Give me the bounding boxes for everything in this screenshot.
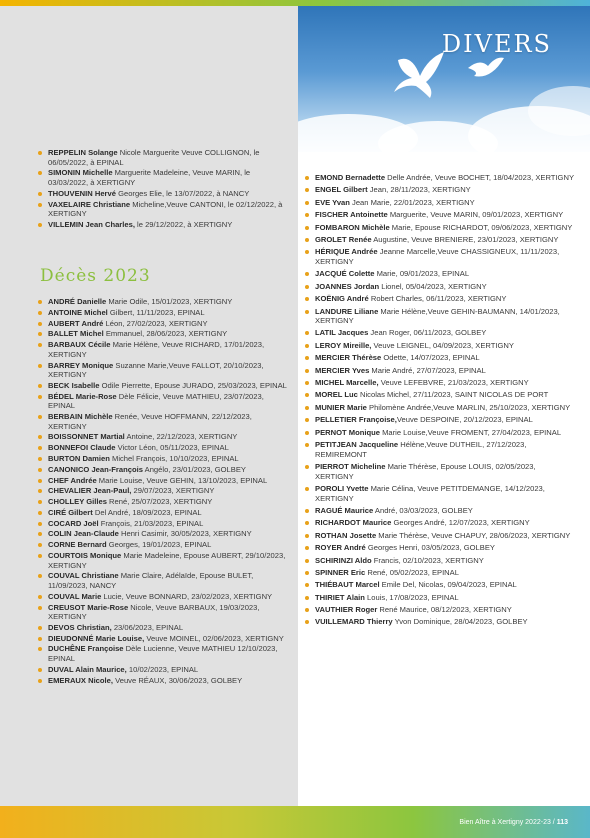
person-details: Marie Louise, Veuve GEHIN, 13/10/2023, EPINAL (96, 475, 268, 485)
list-item (305, 269, 575, 279)
person-details: Micheline,Veuve CANTONI, le 02/12/2022, à XERTIGNY (48, 199, 283, 219)
list-item (305, 580, 575, 590)
person-details: Robert Charles, 06/11/2023, XERTIGNY (368, 294, 507, 304)
person-name: EMOND Bernadette (315, 173, 386, 182)
list-item (38, 392, 288, 411)
person-name: MOREL Luc (315, 390, 358, 400)
person-details: François, 21/03/2023, EPINAL (98, 518, 204, 528)
list-item (38, 454, 288, 464)
person-name: PIERROT Micheline (315, 461, 386, 471)
list-item (38, 465, 288, 475)
person-name: VUILLEMARD Thierry (315, 617, 393, 627)
dove-icon (466, 54, 506, 82)
person-name: BARBAUX Cécile (48, 340, 111, 350)
list-item (305, 543, 575, 553)
person-name: MERCIER Yves (315, 365, 370, 375)
person-details: Georges André, 12/07/2023, XERTIGNY (391, 518, 530, 528)
person-details: René, 25/07/2023, XERTIGNY (106, 497, 213, 507)
person-details: Veuve MOINEL, 02/06/2023, XERTIGNY (144, 633, 284, 643)
person-details: Georges, 19/01/2023, EPINAL (106, 540, 212, 550)
person-details: Odile Pierrette, Epouse JURADO, 25/03/2023, EPINAL (99, 380, 287, 390)
person-details: Francis, 02/10/2023, XERTIGNY (371, 555, 484, 565)
person-name: PETITJEAN Jacqueline (315, 440, 399, 449)
page-title: DIVERS (441, 30, 552, 58)
list-item (305, 568, 575, 578)
list-item (305, 247, 575, 266)
person-details: Emile Del, Nicolas, 09/04/2023, EPINAL (379, 580, 517, 590)
list-item (305, 531, 575, 541)
list-item (38, 551, 288, 570)
footer-publication: Bien Aître à Xertigny 2022-23 / (459, 819, 555, 826)
person-name: LANDURE Liliane (315, 306, 379, 316)
list-item (38, 592, 288, 602)
person-name: JOANNES Jordan (315, 281, 380, 291)
person-name: ANDRÉ Danielle (48, 297, 107, 306)
person-name: LEROY Mireille, (315, 340, 372, 350)
person-details: Marie Thérèse, Epouse LOUIS, 02/05/2023, XERTIGNY (315, 461, 536, 481)
person-name: RICHARDOT Maurice (315, 518, 392, 528)
person-name: COUVAL Christiane (48, 571, 119, 581)
person-name: ROYER André (315, 543, 366, 553)
person-details: Antoine, 22/12/2023, XERTIGNY (124, 432, 238, 442)
list-item (305, 593, 575, 603)
person-name: POROLI Yvette (315, 483, 369, 493)
person-name: CIRÉ Gilbert (48, 507, 93, 517)
person-details: Angélo, 23/01/2023, GOLBEY (142, 464, 246, 474)
person-details: Suzanne Marie,Veuve FALLOT, 20/10/2023, XERTIGNY (48, 360, 264, 380)
person-details: Marie Louise,Veuve FROMENT, 27/04/2023, EPINAL (379, 427, 562, 437)
person-details: Marie Hélène,Veuve GEHIN-BAUMANN, 14/01/2023, XERTIGNY (315, 306, 560, 326)
list-item (38, 519, 288, 529)
list-item (38, 381, 288, 391)
person-name: ROTHAN Josette (315, 530, 377, 540)
list-item (38, 340, 288, 359)
list-item (305, 415, 575, 425)
person-details: 23/06/2023, EPINAL (111, 622, 184, 632)
person-name: SIMONIN Michelle (48, 168, 113, 178)
person-name: MERCIER Thérèse (315, 353, 382, 363)
list-item (38, 168, 288, 187)
person-name: THIÉBAUT Marcel (315, 580, 380, 590)
person-details: Marie, Epouse RICHARDOT, 09/06/2023, XERTIGNY (389, 222, 573, 232)
person-details: Augustine, Veuve BRENIERE, 23/01/2023, XERTIGNY (371, 234, 559, 244)
person-details: Lionel, 05/04/2023, XERTIGNY (379, 281, 487, 291)
person-name: BARREY Monique (48, 360, 114, 370)
person-name: CANONICO Jean-François (48, 464, 143, 474)
header-sky-image (298, 6, 590, 152)
list-item (38, 297, 288, 307)
person-details: André, 03/03/2023, GOLBEY (373, 505, 473, 515)
list-item (38, 497, 288, 507)
person-name: AUBERT André (48, 318, 104, 328)
person-details: Lucie, Veuve BONNARD, 23/02/2023, XERTIGNY (101, 591, 273, 601)
person-name: THIRIET Alain (315, 592, 365, 602)
person-name: DUVAL Alain Maurice, (48, 664, 127, 674)
list-item (38, 486, 288, 496)
list-item (305, 223, 575, 233)
person-details: Marie Madeleine, Epouse AUBERT, 29/10/2023, XERTIGNY (48, 551, 286, 570)
person-details: Jean, 28/11/2023, XERTIGNY (367, 185, 471, 195)
person-details: Marie Claire, Adélaïde, Epouse BULET, 11/09/2023, NANCY (48, 571, 254, 590)
person-details: Michel François, 10/10/2023, EPINAL (109, 453, 239, 463)
person-name: BOISSONNET Martial (48, 432, 125, 442)
person-details: Yvon Dominique, 28/04/2023, GOLBEY (392, 617, 528, 627)
list-item (305, 235, 575, 245)
person-name: BERBAIN Michèle (48, 412, 113, 422)
person-name: COUVAL Marie (48, 591, 102, 601)
person-name: MICHEL Marcelle, (315, 378, 379, 388)
person-details: Marguerite, Veuve MARIN, 09/01/2023, XERTIGNY (387, 210, 564, 220)
person-details: Dèle Lucienne, Veuve MATHIEU 12/10/2023, EPINAL (48, 644, 278, 664)
list-item (305, 428, 575, 438)
list-item (38, 540, 288, 550)
list-item (38, 603, 288, 622)
person-name: THOUVENIN Hervé (48, 188, 116, 198)
section-title: Décès 2023 (40, 266, 151, 286)
list-item (305, 378, 575, 388)
person-name: BALLET Michel (48, 329, 104, 339)
list-item (305, 617, 575, 627)
person-name: CHEVALIER Jean-Paul, (48, 486, 132, 496)
person-details: Jean Marie, 22/01/2023, XERTIGNY (349, 197, 475, 207)
list-item (305, 440, 575, 459)
list-item (305, 366, 575, 376)
person-details: Georges Elie, le 13/07/2022, à NANCY (115, 188, 250, 198)
person-details: Victor Léon, 05/11/2023, EPINAL (115, 443, 229, 453)
person-name: DIEUDONNÉ Marie Louise, (48, 633, 145, 643)
list-item (38, 443, 288, 453)
list-item (38, 665, 288, 675)
list-item (38, 476, 288, 486)
list-item (305, 484, 575, 503)
person-name: ENGEL Gilbert (315, 185, 368, 195)
person-details: Emmanuel, 28/06/2023, XERTIGNY (103, 329, 228, 339)
person-details: Jean Roger, 06/11/2023, GOLBEY (368, 328, 487, 338)
person-details: 10/02/2023, EPINAL (126, 664, 199, 674)
person-name: BÉDEL Marie-Rose (48, 391, 117, 401)
list-item (305, 307, 575, 326)
deaths-2023-list-left (38, 297, 288, 686)
list-item (305, 210, 575, 220)
list-item (305, 605, 575, 615)
list-item (305, 185, 575, 195)
person-name: COURTOIS Monique (48, 551, 122, 560)
person-name: BONNEFOI Claude (48, 443, 116, 453)
list-item (38, 571, 288, 590)
person-name: JACQUÉ Colette (315, 269, 375, 279)
person-name: COCARD Joël (48, 518, 99, 528)
person-name: CHOLLEY Gilles (48, 497, 107, 507)
person-name: PELLETIER Françoise, (315, 415, 397, 425)
list-item (305, 556, 575, 566)
person-details: Jeanne Marcelle,Veuve CHASSIGNEUX, 11/11/2023, XERTIGNY (315, 247, 560, 266)
person-details: Hélène,Veuve DUTHEIL, 27/12/2023, REMIREMONT (315, 440, 527, 459)
person-name: SPINNER Eric (315, 567, 366, 577)
person-name: COLIN Jean-Claude (48, 529, 119, 539)
person-name: CREUSOT Marie-Rose (48, 602, 129, 612)
person-details: Henri Casimir, 30/05/2023, XERTIGNY (118, 529, 252, 539)
person-details: Dèle Félicie, Veuve MATHIEU, 23/07/2023, EPINAL (48, 391, 264, 411)
list-item (38, 319, 288, 329)
person-name: EVE Yvan (315, 197, 350, 207)
list-item (305, 328, 575, 338)
person-name: ANTOINE Michel (48, 307, 108, 317)
person-details: Marie André, 27/07/2023, EPINAL (369, 365, 486, 375)
person-name: BURTON Damien (48, 453, 110, 463)
person-name: REPPELIN Solange (48, 148, 118, 157)
person-details: Del André, 18/09/2023, EPINAL (92, 507, 202, 517)
person-name: SCHIRINZI Aldo (315, 555, 372, 565)
person-name: VAUTHIER Roger (315, 605, 378, 615)
person-details: Renée, Veuve HOFFMANN, 22/12/2023, XERTIGNY (48, 412, 252, 431)
person-details: Marie Célina, Veuve PETITDEMANGE, 14/12/2023, XERTIGNY (315, 483, 545, 503)
person-name: CORNE Bernard (48, 540, 107, 550)
list-item (305, 506, 575, 516)
list-item (305, 462, 575, 481)
person-details: René Maurice, 08/12/2023, XERTIGNY (377, 605, 512, 615)
person-name: PERNOT Monique (315, 427, 380, 437)
list-item (305, 403, 575, 413)
person-name: DEVOS Christian, (48, 622, 112, 632)
person-details: Nicolas Michel, 27/11/2023, SAINT NICOLAS DE PORT (357, 390, 549, 400)
list-item (38, 644, 288, 663)
person-details: Léon, 27/02/2023, XERTIGNY (103, 318, 208, 328)
page-footer (459, 819, 568, 826)
list-item (38, 508, 288, 518)
list-item (38, 432, 288, 442)
person-name: LATIL Jacques (315, 328, 369, 338)
person-details: Philomène Andrée,Veuve MARLIN, 25/10/2023, XERTIGNY (366, 402, 571, 412)
person-details: Marguerite Madeleine, Veuve MARIN, le 03/03/2022, à XERTIGNY (48, 168, 251, 187)
person-name: DUCHÊNE Françoise (48, 644, 124, 654)
person-name: FISCHER Antoinette (315, 210, 388, 220)
person-name: RAGUÉ Maurice (315, 505, 374, 515)
person-details: Marie Thérèse, Veuve CHAPUY, 28/06/2023, XERTIGNY (376, 530, 571, 540)
person-name: CHEF Andrée (48, 475, 97, 485)
person-details: Veuve LEIGNEL, 04/09/2023, XERTIGNY (371, 340, 514, 350)
person-name: FOMBARON Michèle (315, 222, 390, 232)
person-details: Nicole, Veuve BARBAUX, 19/03/2023, XERTIGNY (48, 602, 260, 622)
person-details: Delle Andrée, Veuve BOCHET, 18/04/2023, XERTIGNY (385, 173, 575, 182)
list-item (38, 623, 288, 633)
page-number: 113 (556, 819, 568, 826)
list-item (38, 361, 288, 380)
list-item (38, 200, 288, 219)
deaths-2023-list-right (305, 173, 575, 630)
list-item (38, 148, 288, 167)
person-details: Veuve LEFEBVRE, 21/03/2023, XERTIGNY (378, 378, 529, 388)
list-item (38, 634, 288, 644)
person-name: KOËNIG André (315, 294, 369, 304)
list-item (38, 308, 288, 318)
person-name: VILLEMIN Jean Charles, (48, 219, 135, 229)
deaths-2022-list (38, 148, 288, 231)
person-details: 29/07/2023, XERTIGNY (131, 486, 215, 496)
person-details: Gilbert, 11/11/2023, EPINAL (107, 307, 205, 317)
list-item (38, 529, 288, 539)
person-details: Veuve RÉAUX, 30/06/2023, GOLBEY (112, 675, 243, 685)
person-name: EMERAUX Nicole, (48, 675, 113, 685)
person-details: le 29/12/2022, à XERTIGNY (134, 219, 233, 229)
person-name: GROLET Renée (315, 234, 372, 244)
list-item (305, 294, 575, 304)
list-item (305, 198, 575, 208)
person-details: Georges Henri, 03/05/2023, GOLBEY (365, 543, 495, 553)
list-item (38, 412, 288, 431)
person-details: Marie Hélène, Veuve RICHARD, 17/01/2023, XERTIGNY (48, 340, 265, 359)
list-item (305, 353, 575, 363)
person-details: Odette, 14/07/2023, EPINAL (381, 353, 480, 363)
list-item (38, 189, 288, 199)
person-details: Nicole Marguerite Veuve COLLIGNON, le 06/05/2022, à EPINAL (48, 148, 260, 167)
person-details: Marie, 09/01/2023, EPINAL (374, 269, 470, 279)
person-name: MUNIER Marie (315, 402, 367, 412)
list-item (305, 390, 575, 400)
person-details: Veuve DESPOINE, 20/12/2023, EPINAL (396, 415, 533, 425)
list-item (305, 518, 575, 528)
person-details: René, 05/02/2023, EPINAL (365, 567, 459, 577)
list-item (38, 329, 288, 339)
list-item (305, 173, 575, 183)
list-item (305, 282, 575, 292)
person-name: VAXELAIRE Christiane (48, 199, 131, 209)
person-name: HÉRIQUE Andrée (315, 247, 378, 257)
person-name: BECK Isabelle (48, 380, 100, 390)
list-item (38, 220, 288, 230)
list-item (305, 341, 575, 351)
person-details: Marie Odile, 15/01/2023, XERTIGNY (106, 297, 233, 306)
person-details: Louis, 17/08/2023, EPINAL (364, 592, 459, 602)
list-item (38, 676, 288, 686)
